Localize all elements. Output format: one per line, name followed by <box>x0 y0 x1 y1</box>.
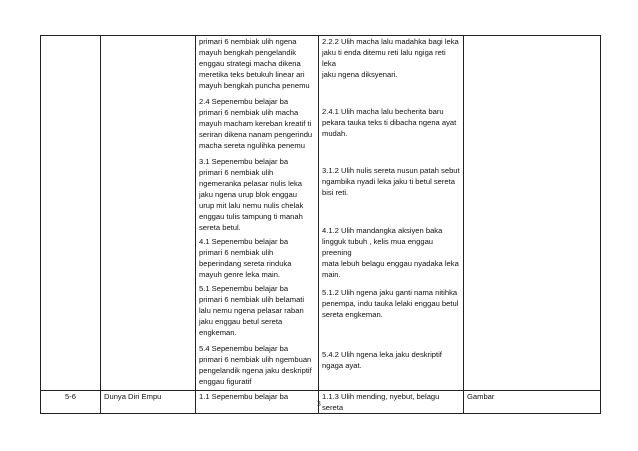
text-line: lingguk tubuh , kelis mua enggau preening <box>322 237 434 257</box>
page-number: 3 <box>317 400 321 408</box>
week-value: 5-6 <box>41 391 101 414</box>
block-gap <box>322 142 460 165</box>
text-line: ngambika nyadi leka jaku ti betul sereta <box>322 177 455 186</box>
text-line: 5.1.2 Ulih ngena jaku ganti nama nitihka <box>322 288 458 297</box>
standard-item <box>322 225 460 280</box>
text-line: primari 6 nembiak ulih <box>199 168 274 177</box>
standard-item <box>199 36 315 91</box>
standard-item <box>322 287 460 320</box>
text-line: mudah. <box>322 129 348 138</box>
syllabus-table <box>40 35 601 414</box>
text-line: jaku ngena diksyenari. <box>322 70 398 79</box>
text-line: 2.4 Sepenembu belajar ba <box>199 97 289 106</box>
text-line: 3.1 Sepenembu belajar ba <box>199 157 289 166</box>
text-line: mayuh bengkah pengelandik <box>199 48 297 57</box>
text-line: mayuh genre leka main. <box>199 270 281 279</box>
content-standard-list <box>199 36 315 387</box>
text-line: primari 6 nembiak ulih belamati <box>199 295 305 304</box>
text-line: meretika teks betukuh linear ari <box>199 70 305 79</box>
text-line: mayuh bengkah puncha penemu <box>199 81 310 90</box>
text-line: primari 6 nembiak ulih macha <box>199 108 299 117</box>
standard-item <box>322 36 460 80</box>
learning-standard-cell <box>319 36 464 391</box>
table-row <box>41 36 601 391</box>
learning-standard-list <box>322 36 460 371</box>
content-standard-value: 1.1 Sepenembu belajar ba <box>196 391 319 414</box>
note-cell <box>464 36 601 391</box>
text-line: enggau strategi macha dikena <box>199 59 301 68</box>
text-line: 5.4.2 Ulih ngena leka jaku deskriptif <box>322 350 442 359</box>
text-line: sereta betul. <box>199 223 241 232</box>
text-line: sereta engkeman. <box>322 310 383 319</box>
text-line: 5.4 Sepenembu belajar ba <box>199 344 289 353</box>
standard-item <box>199 283 315 338</box>
text-line: 3.1.2 Ulih nulis sereta nusun patah sebut <box>322 166 460 175</box>
text-line: mata lebuh belagu enggau nyadaka leka <box>322 259 459 268</box>
text-line: 2.2.2 Ulih macha lalu madahka bagi leka <box>322 37 459 46</box>
standard-item <box>322 165 460 198</box>
text-line: 4.1.2 Ulih mandangka aksiyen baka <box>322 226 443 235</box>
standard-item <box>199 156 315 233</box>
text-line: jaku ngena urup blok enggau <box>199 190 297 199</box>
text-line: enggau figuratif <box>199 377 252 386</box>
text-line: urup mit lalu nemu nulis chelak <box>199 201 304 210</box>
note-value: Gambar <box>464 391 601 414</box>
text-line: jaku ti enda ditemu reti lalu ngiga reti leka <box>322 48 446 68</box>
theme-value: Dunya Diri Empu <box>101 391 196 414</box>
text-line: 2.4.1 Ulih macha lalu becherita baru <box>322 107 444 116</box>
text-line: primari 6 nembiak ulih ngembuan <box>199 355 312 364</box>
block-gap <box>322 323 460 349</box>
text-line: macha sereta ngulihka penemu <box>199 141 305 150</box>
text-line: main. <box>322 270 341 279</box>
text-line: ngemeranka pelasar nulis leka <box>199 179 302 188</box>
text-line: seriran dikena nanam pengerindu <box>199 130 313 139</box>
standard-item <box>322 106 460 139</box>
standard-item <box>322 349 460 371</box>
text-line: bisi reti. <box>322 188 349 197</box>
week-cell <box>41 36 101 391</box>
text-line: 5.1 Sepenembu belajar ba <box>199 284 289 293</box>
text-line: beperindang sereta rinduka <box>199 259 292 268</box>
text-line: mayuh macham kereban kreatif ti <box>199 119 312 128</box>
text-line: jaku enggau betul sereta <box>199 317 283 326</box>
text-line: pengelandik ngena jaku deskriptif <box>199 366 312 375</box>
standard-item <box>199 96 315 151</box>
text-line: 4.1 Sepenembu belajar ba <box>199 237 289 246</box>
theme-cell <box>101 36 196 391</box>
text-line: primari 6 nembiak ulih <box>199 248 274 257</box>
text-line: lalu nemu ngena pelasar raban <box>199 306 304 315</box>
text-line: penempa, indu tauka lelaki enggau betul <box>322 299 459 308</box>
text-line: ngaga ayat. <box>322 361 362 370</box>
block-gap <box>322 83 460 106</box>
text-line: enggau tulis tampung ti manah <box>199 212 303 221</box>
learning-standard-value: 1.1.3 Ulih mending, nyebut, belagu sereta <box>319 391 464 414</box>
text-line: engkeman. <box>199 328 237 337</box>
content-standard-cell <box>196 36 319 391</box>
block-gap <box>322 201 460 225</box>
text-line: primari 6 nembiak ulih ngena <box>199 37 297 46</box>
standard-item <box>199 343 315 387</box>
text-line: pekara tauka teks ti dibacha ngena ayat <box>322 118 457 127</box>
standard-item <box>199 236 315 280</box>
